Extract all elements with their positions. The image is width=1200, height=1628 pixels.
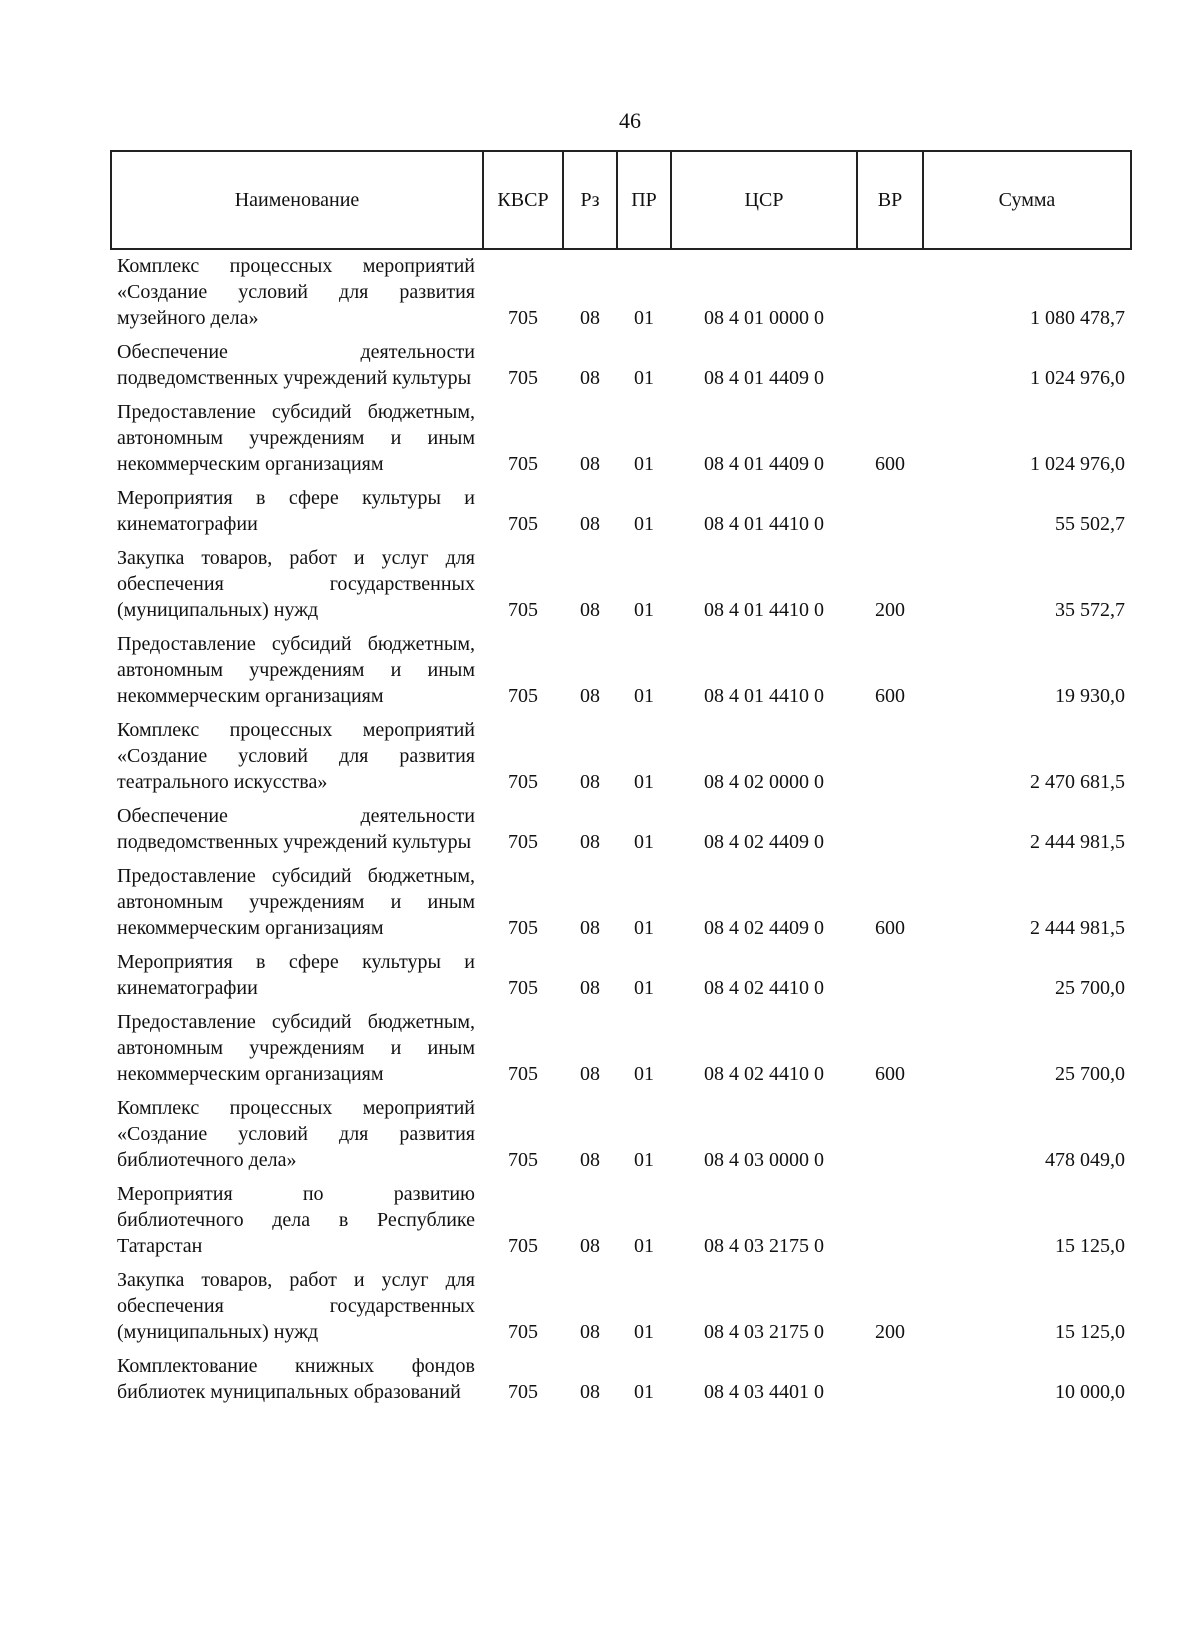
row-rz-cell: 08 (580, 831, 600, 853)
row-vr-cell (857, 1092, 923, 1178)
row-vr-cell (857, 946, 923, 1006)
row-vr-cell (857, 1178, 923, 1264)
table-row (111, 714, 1131, 800)
row-sum-cell: 25 700,0 (1055, 977, 1125, 999)
row-kvsr-cell: 705 (508, 685, 538, 707)
row-pr-cell: 01 (634, 1235, 654, 1257)
row-rz-cell: 08 (580, 513, 600, 535)
header-kvsr: КВСР (483, 151, 563, 249)
header-name: Наименование (111, 151, 483, 249)
row-vr-cell: 600 (875, 1063, 905, 1085)
row-rz-cell: 08 (580, 367, 600, 389)
row-sum-cell: 1 024 976,0 (1030, 453, 1125, 475)
row-vr-cell (857, 482, 923, 542)
table-row (111, 336, 1131, 396)
row-csr-cell: 08 4 03 2175 0 (704, 1321, 824, 1343)
row-csr-cell: 08 4 01 4409 0 (704, 367, 824, 389)
row-sum-cell: 2 470 681,5 (1030, 771, 1125, 793)
table-row (111, 482, 1131, 542)
row-name-cell: Мероприятия в сфере культуры и кинематографии (117, 487, 475, 535)
row-name-cell: Предоставление субсидий бюджетным, автономным учреждениям и иным некоммерческим организациям (117, 1011, 475, 1085)
row-pr-cell: 01 (634, 1063, 654, 1085)
row-csr-cell: 08 4 03 4401 0 (704, 1381, 824, 1403)
row-kvsr-cell: 705 (508, 1149, 538, 1171)
table-row (111, 800, 1131, 860)
table-row (111, 1092, 1131, 1178)
row-kvsr-cell: 705 (508, 771, 538, 793)
row-kvsr-cell: 705 (508, 513, 538, 535)
row-name-cell: Предоставление субсидий бюджетным, автономным учреждениям и иным некоммерческим организациям (117, 865, 475, 939)
table-row (111, 860, 1131, 946)
header-sum: Сумма (923, 151, 1131, 249)
row-csr-cell: 08 4 02 4410 0 (704, 1063, 824, 1085)
table-row (111, 946, 1131, 1006)
page-number: 46 (619, 108, 641, 133)
row-vr-cell: 200 (875, 599, 905, 621)
table-row (111, 542, 1131, 628)
row-csr-cell: 08 4 02 4409 0 (704, 831, 824, 853)
row-vr-cell: 600 (875, 917, 905, 939)
row-pr-cell: 01 (634, 1381, 654, 1403)
row-csr-cell: 08 4 01 4409 0 (704, 453, 824, 475)
row-name-cell: Мероприятия по развитию библиотечного дела в Республике Татарстан (117, 1183, 475, 1257)
row-pr-cell: 01 (634, 685, 654, 707)
row-kvsr-cell: 705 (508, 917, 538, 939)
row-csr-cell: 08 4 02 4410 0 (704, 977, 824, 999)
row-kvsr-cell: 705 (508, 599, 538, 621)
row-csr-cell: 08 4 02 0000 0 (704, 771, 824, 793)
row-rz-cell: 08 (580, 1235, 600, 1257)
row-pr-cell: 01 (634, 599, 654, 621)
row-name-cell: Предоставление субсидий бюджетным, автономным учреждениям и иным некоммерческим организациям (117, 633, 475, 707)
row-sum-cell: 1 024 976,0 (1030, 367, 1125, 389)
row-rz-cell: 08 (580, 307, 600, 329)
row-pr-cell: 01 (634, 307, 654, 329)
row-csr-cell: 08 4 01 4410 0 (704, 599, 824, 621)
row-vr-cell: 200 (875, 1321, 905, 1343)
table-row (111, 1178, 1131, 1264)
row-kvsr-cell: 705 (508, 1381, 538, 1403)
row-pr-cell: 01 (634, 453, 654, 475)
row-vr-cell: 600 (875, 685, 905, 707)
budget-table (110, 150, 1132, 1410)
row-vr-cell (857, 714, 923, 800)
row-sum-cell: 478 049,0 (1045, 1149, 1125, 1171)
table-header-row (111, 151, 1131, 249)
row-kvsr-cell: 705 (508, 453, 538, 475)
row-name-cell: Закупка товаров, работ и услуг для обеспечения государственных (муниципальных) нужд (117, 1269, 475, 1343)
row-sum-cell: 1 080 478,7 (1030, 307, 1125, 329)
row-rz-cell: 08 (580, 599, 600, 621)
row-csr-cell: 08 4 01 0000 0 (704, 307, 824, 329)
row-rz-cell: 08 (580, 1381, 600, 1403)
row-name-cell: Предоставление субсидий бюджетным, автономным учреждениям и иным некоммерческим организациям (117, 401, 475, 475)
row-sum-cell: 10 000,0 (1055, 1381, 1125, 1403)
row-csr-cell: 08 4 02 4409 0 (704, 917, 824, 939)
table-row (111, 1006, 1131, 1092)
header-rz: Рз (563, 151, 617, 249)
header-pr: ПР (617, 151, 671, 249)
row-pr-cell: 01 (634, 917, 654, 939)
header-csr: ЦСР (671, 151, 857, 249)
row-sum-cell: 55 502,7 (1055, 513, 1125, 535)
row-sum-cell: 2 444 981,5 (1030, 917, 1125, 939)
table-row (111, 628, 1131, 714)
row-pr-cell: 01 (634, 367, 654, 389)
row-rz-cell: 08 (580, 771, 600, 793)
row-rz-cell: 08 (580, 685, 600, 707)
row-pr-cell: 01 (634, 513, 654, 535)
row-rz-cell: 08 (580, 453, 600, 475)
row-pr-cell: 01 (634, 977, 654, 999)
row-csr-cell: 08 4 01 4410 0 (704, 513, 824, 535)
row-rz-cell: 08 (580, 1321, 600, 1343)
row-kvsr-cell: 705 (508, 1063, 538, 1085)
row-rz-cell: 08 (580, 917, 600, 939)
row-name-cell: Комплектование книжных фондов библиотек муниципальных образований (117, 1355, 475, 1403)
row-kvsr-cell: 705 (508, 307, 538, 329)
row-sum-cell: 2 444 981,5 (1030, 831, 1125, 853)
table-row (111, 396, 1131, 482)
table-row (111, 1350, 1131, 1410)
row-sum-cell: 15 125,0 (1055, 1321, 1125, 1343)
row-name-cell: Обеспечение деятельности подведомственных учреждений культуры (117, 341, 475, 389)
row-kvsr-cell: 705 (508, 367, 538, 389)
row-sum-cell: 35 572,7 (1055, 599, 1125, 621)
row-rz-cell: 08 (580, 1063, 600, 1085)
row-kvsr-cell: 705 (508, 977, 538, 999)
row-csr-cell: 08 4 03 2175 0 (704, 1235, 824, 1257)
row-name-cell: Обеспечение деятельности подведомственных учреждений культуры (117, 805, 475, 853)
row-name-cell: Мероприятия в сфере культуры и кинематографии (117, 951, 475, 999)
row-sum-cell: 19 930,0 (1055, 685, 1125, 707)
row-rz-cell: 08 (580, 1149, 600, 1171)
row-sum-cell: 25 700,0 (1055, 1063, 1125, 1085)
row-pr-cell: 01 (634, 1321, 654, 1343)
row-pr-cell: 01 (634, 1149, 654, 1171)
row-pr-cell: 01 (634, 831, 654, 853)
row-kvsr-cell: 705 (508, 831, 538, 853)
row-name-cell: Комплекс процессных мероприятий «Создание условий для развития музейного дела» (117, 255, 475, 329)
row-vr-cell: 600 (875, 453, 905, 475)
row-name-cell: Закупка товаров, работ и услуг для обеспечения государственных (муниципальных) нужд (117, 547, 475, 621)
row-vr-cell (857, 1350, 923, 1410)
table-row (111, 249, 1131, 336)
row-csr-cell: 08 4 01 4410 0 (704, 685, 824, 707)
table-row (111, 1264, 1131, 1350)
row-kvsr-cell: 705 (508, 1235, 538, 1257)
row-rz-cell: 08 (580, 977, 600, 999)
row-vr-cell (857, 336, 923, 396)
row-csr-cell: 08 4 03 0000 0 (704, 1149, 824, 1171)
table-body (111, 249, 1131, 1410)
row-vr-cell (857, 249, 923, 336)
row-pr-cell: 01 (634, 771, 654, 793)
row-kvsr-cell: 705 (508, 1321, 538, 1343)
row-name-cell: Комплекс процессных мероприятий «Создание условий для развития театрального искусства» (117, 719, 475, 793)
row-vr-cell (857, 800, 923, 860)
row-sum-cell: 15 125,0 (1055, 1235, 1125, 1257)
header-vr: ВР (857, 151, 923, 249)
row-name-cell: Комплекс процессных мероприятий «Создание условий для развития библиотечного дела» (117, 1097, 475, 1171)
